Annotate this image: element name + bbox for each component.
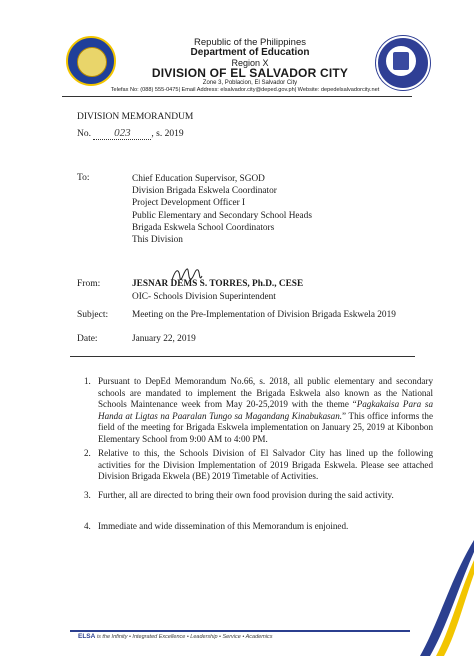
recipient-list [132,173,312,246]
footer-text: is the Infinity • Integrated Excellence • Leadership • Service • Academics [96,634,273,640]
letterhead-division: DIVISION OF EL SALVADOR CITY [151,66,349,80]
footer-swoosh-icon [420,540,474,656]
from-label: From: [77,279,101,289]
paragraph-3: Further, all are directed to bring their own food provision during the said activity. [98,490,394,500]
memo-number-value: 023 [93,127,151,140]
subject-text: Meeting on the Pre-Implementation of Division Brigada Eskwela 2019 [132,310,396,320]
letterhead-address: Zone 3, Poblacion, El Salvador City [202,80,298,86]
subject-label: Subject: [77,310,109,320]
recipient-item: Division Brigada Eskwela Coordinator [132,186,277,197]
footer-brand: ELSA [78,633,96,640]
paragraph-1 [98,376,433,446]
sender-title: OIC- Schools Division Superintendent [132,292,276,302]
date-label: Date: [77,334,98,344]
recipient-item: Public Elementary and Secondary School Heads [132,210,312,221]
letterhead-republic: Republic of the Philippines [194,37,306,48]
to-label: To: [77,173,90,183]
recipient-item: Chief Education Supervisor, SGOD [132,174,265,184]
paragraph-number: 4. [84,521,91,531]
letterhead-divider [62,96,412,97]
memo-title: DIVISION MEMORANDUM [77,112,194,122]
memo-series: , s. 2019 [151,129,184,139]
letterhead-department: Department of Education [190,47,310,58]
paragraph-1-text-end: ” This office informs the field of the meeting for Brigada Eskwela implementation on January 25, 2019 at Kibonbon Elementary School from 9:00 AM to 4:00 PM. [98,410,433,444]
recipient-item: Project Development Officer I [132,198,246,209]
paragraph-1-theme: Pagkakaisa Para sa Handa at Ligtas na Paaralan Tungo sa Magandang Kinabukasan. [98,399,434,421]
deped-seal-icon [376,36,430,90]
letterhead-region: Region X [231,58,269,68]
memo-number-label: No. [77,129,91,139]
paragraph-2: Relative to this, the Schools Division of El Salvador City has lined up the following activities for the Division Implementation of 2019 Brigada Eskwela. Please see attached Division Brigada Ekwela (BE) 2019 Timetable of Activities. [98,448,433,482]
paragraph-number: 3. [84,490,91,500]
date-text: January 22, 2019 [132,334,196,344]
memo-number [77,127,184,140]
deped-division-seal-icon [66,36,116,86]
recipient-item: Brigada Eskwela School Coordinators [132,222,275,233]
paragraph-4: Immediate and wide dissemination of this Memorandum is enjoined. [98,521,349,531]
sender-name: JESNAR DEMS S. TORRES, Ph.D., CESE [132,279,304,289]
footer-bar [70,630,410,632]
header-divider [70,356,415,357]
footer-tagline [78,633,418,640]
paragraph-number: 2. [84,448,91,458]
paragraph-1-text: Pursuant to DepEd Memorandum No.66, s. 2018, all public elementary and secondary schools are mandated to implement the Brigada Eskwela also known as the National Schools Maintenance week from May 20-25,2019 with the theme “ [98,376,433,410]
letterhead-contact: Telefax No: (088) 555-0475| Email Address: elsalvador.city@deped.gov.ph| Website: depedelsalvadorcity.net [110,87,380,93]
recipient-item: This Division [132,235,183,246]
paragraph-number: 1. [84,376,91,386]
